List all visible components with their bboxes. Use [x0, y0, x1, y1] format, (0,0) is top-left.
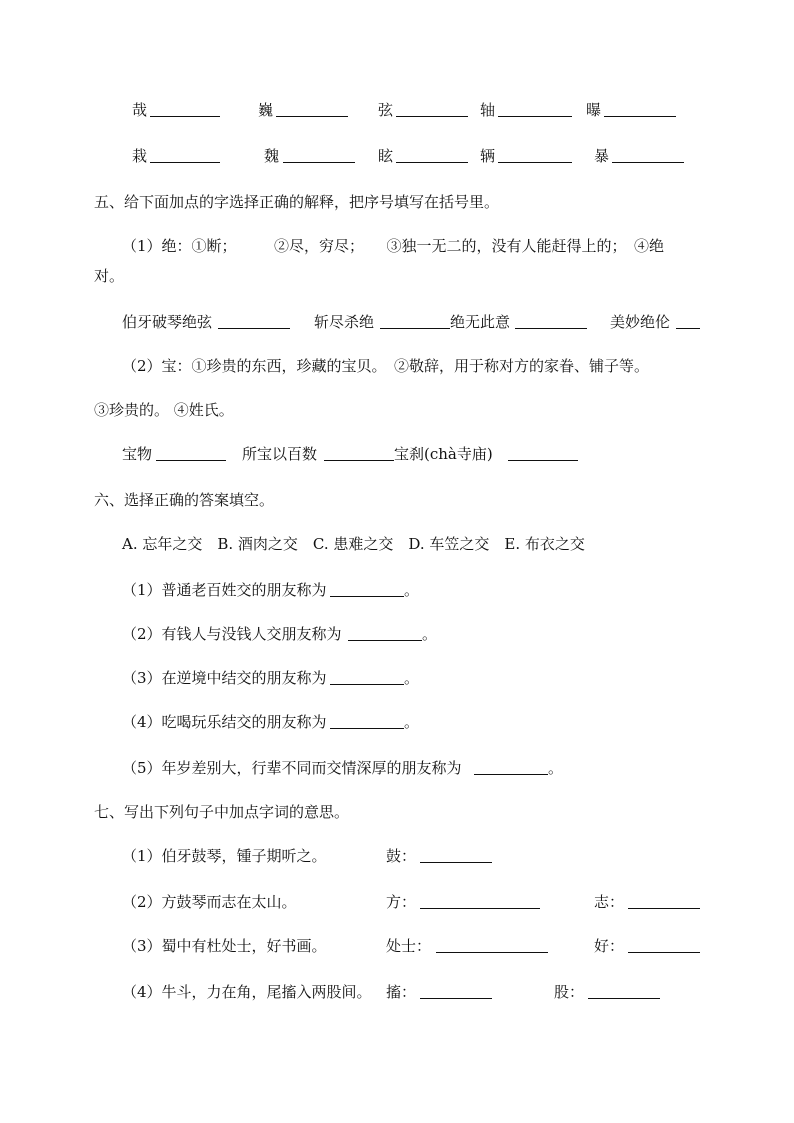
char-item: 辆: [480, 147, 496, 165]
definition-text: （1）绝：①断； ②尽，穷尽； ③独一无二的，没有人能赶得上的； ④绝: [122, 237, 665, 255]
answer-blank[interactable]: [330, 710, 404, 729]
sentence-text: （3）蜀中有杜处士，好书画。: [122, 937, 327, 955]
answer-blank[interactable]: [330, 578, 404, 597]
answer-blank[interactable]: [436, 934, 548, 953]
word-label: 股：: [554, 983, 585, 1001]
char-item: 轴: [480, 101, 496, 119]
answer-blank[interactable]: [330, 666, 404, 685]
end-mark: 。: [404, 669, 420, 687]
answer-blank[interactable]: [156, 442, 226, 461]
section-heading: 五、给下面加点的字选择正确的解释，把序号填写在括号里。: [94, 193, 500, 211]
word-label: 搐：: [386, 983, 417, 1001]
phrase-item: 绝无此意: [450, 313, 511, 331]
definition-text: 对。: [94, 267, 125, 285]
char-item: 暴: [594, 147, 610, 165]
word-label: 处士：: [386, 937, 432, 955]
section-heading: 六、选择正确的答案填空。: [94, 491, 275, 509]
char-item: 弦: [378, 101, 394, 119]
answer-blank[interactable]: [218, 310, 290, 329]
word-label: 鼓：: [386, 847, 417, 865]
definition-text: （2）宝：①珍贵的东西，珍藏的宝贝。 ②敬辞，用于称对方的家眷、铺子等。: [122, 357, 650, 375]
answer-blank[interactable]: [676, 310, 700, 329]
answer-blank[interactable]: [474, 756, 548, 775]
answer-blank[interactable]: [588, 980, 660, 999]
answer-blank[interactable]: [396, 144, 468, 163]
answer-options: A. 忘年之交 B. 酒肉之交 C. 患难之交 D. 车笠之交 E. 布衣之交: [122, 535, 585, 553]
answer-blank[interactable]: [380, 310, 450, 329]
word-label: 方：: [386, 893, 417, 911]
char-item: 巍: [258, 101, 274, 119]
section-heading: 七、写出下列句子中加点字词的意思。: [94, 803, 350, 821]
char-item: 眩: [378, 147, 394, 165]
word-label: 志：: [594, 893, 625, 911]
phrase-item: 斩尽杀绝: [314, 313, 375, 331]
phrase-item: 伯牙破琴绝弦: [122, 313, 213, 331]
answer-blank[interactable]: [628, 890, 700, 909]
answer-blank[interactable]: [420, 890, 540, 909]
char-item: 魏: [264, 147, 280, 165]
definition-text: ③珍贵的。 ④姓氏。: [94, 401, 234, 419]
answer-blank[interactable]: [604, 98, 676, 117]
answer-blank[interactable]: [150, 98, 220, 117]
sentence-text: （1）伯牙鼓琴，锺子期听之。: [122, 847, 327, 865]
answer-blank[interactable]: [628, 934, 700, 953]
phrase-item: 美妙绝伦: [610, 313, 671, 331]
question-text: （2）有钱人与没钱人交朋友称为: [122, 625, 342, 643]
answer-blank[interactable]: [348, 622, 422, 641]
end-mark: 。: [404, 713, 420, 731]
char-item: 曝: [586, 101, 602, 119]
answer-blank[interactable]: [283, 144, 355, 163]
phrase-item: 宝刹(chà寺庙): [394, 445, 493, 463]
question-text: （1）普通老百姓交的朋友称为: [122, 581, 327, 599]
phrase-item: 所宝以百数: [242, 445, 318, 463]
end-mark: 。: [404, 581, 420, 599]
answer-blank[interactable]: [396, 98, 468, 117]
answer-blank[interactable]: [420, 980, 492, 999]
word-label: 好：: [594, 937, 625, 955]
sentence-text: （2）方鼓琴而志在太山。: [122, 893, 297, 911]
answer-blank[interactable]: [612, 144, 684, 163]
answer-blank[interactable]: [508, 442, 578, 461]
answer-blank[interactable]: [276, 98, 348, 117]
answer-blank[interactable]: [324, 442, 394, 461]
answer-blank[interactable]: [420, 844, 492, 863]
question-text: （4）吃喝玩乐结交的朋友称为: [122, 713, 327, 731]
question-text: （5）年岁差别大，行辈不同而交情深厚的朋友称为: [122, 759, 462, 777]
answer-blank[interactable]: [498, 98, 572, 117]
answer-blank[interactable]: [150, 144, 220, 163]
answer-blank[interactable]: [498, 144, 572, 163]
char-item: 栽: [132, 147, 148, 165]
end-mark: 。: [422, 625, 438, 643]
sentence-text: （4）牛斗，力在角，尾搐入两股间。: [122, 983, 372, 1001]
answer-blank[interactable]: [515, 310, 587, 329]
phrase-item: 宝物: [122, 445, 153, 463]
end-mark: 。: [548, 759, 564, 777]
char-item: 哉: [132, 101, 148, 119]
question-text: （3）在逆境中结交的朋友称为: [122, 669, 327, 687]
